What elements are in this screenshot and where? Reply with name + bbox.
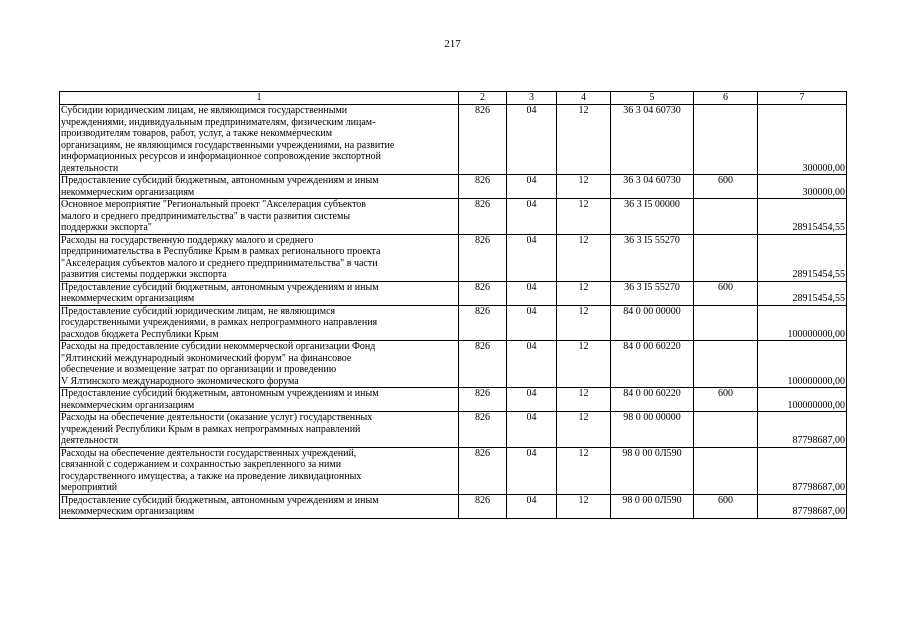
amount: 28915454,55 — [758, 234, 847, 281]
page-number: 217 — [444, 38, 461, 50]
description-line: некоммерческим организациям — [61, 399, 195, 411]
code-pr: 12 — [557, 494, 611, 518]
description-line: государственного имущества, а также на проведение ликвидационных — [61, 470, 362, 482]
table-row — [60, 447, 847, 494]
column-header: 6 — [694, 92, 758, 105]
code-pr: 12 — [557, 175, 611, 199]
code-pr: 12 — [557, 234, 611, 281]
description-line: малого и среднего предпринимательства" в части развития системы — [61, 210, 351, 222]
code-vr — [694, 447, 758, 494]
description-line: поддержки экспорта" — [61, 222, 152, 233]
code-vr — [694, 105, 758, 175]
code-pr: 12 — [557, 388, 611, 412]
description-line: V Ялтинского международного экономического форума — [61, 375, 299, 387]
code-rz: 04 — [507, 281, 557, 305]
description-line: Расходы на обеспечение деятельности государственных учреждений, — [61, 447, 357, 459]
code-gr: 826 — [459, 175, 507, 199]
table-row — [60, 305, 847, 341]
description-line: Предоставление субсидий бюджетным, автономным учреждениям и иным — [61, 388, 379, 399]
code-csr: 36 3 I5 00000 — [611, 199, 694, 235]
amount: 100000000,00 — [758, 305, 847, 341]
code-csr: 84 0 00 00000 — [611, 305, 694, 341]
table-row — [60, 234, 847, 281]
code-vr — [694, 305, 758, 341]
code-csr: 36 3 I5 55270 — [611, 281, 694, 305]
description-line: деятельности — [61, 435, 119, 446]
code-rz: 04 — [507, 305, 557, 341]
description-line: расходов бюджета Республики Крым — [61, 328, 219, 340]
code-csr: 84 0 00 60220 — [611, 341, 694, 388]
amount: 28915454,55 — [758, 199, 847, 235]
code-pr: 12 — [557, 281, 611, 305]
code-vr — [694, 199, 758, 235]
code-pr: 12 — [557, 199, 611, 235]
row-description — [60, 412, 459, 448]
code-pr: 12 — [557, 305, 611, 341]
description-line: организациям, не являющимся государственными учреждениями, на развитие — [61, 139, 395, 151]
code-rz: 04 — [507, 175, 557, 199]
code-gr: 826 — [459, 234, 507, 281]
description-line: Предоставление субсидий бюджетным, автономным учреждениям и иным — [61, 494, 379, 506]
column-header: 2 — [459, 92, 507, 105]
code-gr: 826 — [459, 388, 507, 412]
description-line: некоммерческим организациям — [61, 186, 195, 198]
description-line: Расходы на предоставление субсидии некоммерческой организации Фонд — [61, 341, 376, 352]
code-vr: 600 — [694, 281, 758, 305]
column-header: 7 — [758, 92, 847, 105]
description-line: деятельности — [61, 162, 119, 174]
row-description — [60, 281, 459, 305]
code-vr — [694, 412, 758, 448]
description-line: предпринимательства в Республике Крым в рамках регионального проекта — [61, 246, 381, 257]
code-vr: 600 — [694, 494, 758, 518]
description-line: учреждениями, индивидуальным предпринимателям, физическим лицам- — [61, 116, 376, 128]
column-header: 1 — [60, 92, 459, 105]
description-line: Субсидии юридическим лицам, не являющимся государственными — [61, 105, 348, 116]
code-csr: 36 3 04 60730 — [611, 105, 694, 175]
description-line: "Ялтинский международный экономический форум" на финансовое — [61, 352, 352, 364]
amount: 100000000,00 — [758, 341, 847, 388]
code-csr: 36 3 I5 55270 — [611, 234, 694, 281]
code-csr: 98 0 00 0Л590 — [611, 447, 694, 494]
code-rz: 04 — [507, 105, 557, 175]
description-line: обеспечение и возмещение затрат по организации и проведению — [61, 364, 337, 375]
code-gr: 826 — [459, 341, 507, 388]
description-line: развития системы поддержки экспорта — [61, 269, 227, 280]
description-line: Расходы на обеспечение деятельности (оказание услуг) государственных — [61, 412, 373, 423]
description-line: некоммерческим организациям — [61, 293, 195, 304]
table-row — [60, 175, 847, 199]
row-description — [60, 305, 459, 341]
amount: 300000,00 — [758, 175, 847, 199]
row-description — [60, 447, 459, 494]
code-gr: 826 — [459, 305, 507, 341]
code-gr: 826 — [459, 199, 507, 235]
description-line: информационных ресурсов и информационное сопровождение экспортной — [61, 151, 381, 162]
table-row — [60, 105, 847, 175]
code-pr: 12 — [557, 341, 611, 388]
code-gr: 826 — [459, 412, 507, 448]
code-csr: 84 0 00 60220 — [611, 388, 694, 412]
description-line: Предоставление субсидий бюджетным, автономным учреждениям и иным — [61, 175, 379, 186]
code-gr: 826 — [459, 494, 507, 518]
row-description — [60, 388, 459, 412]
table-row — [60, 412, 847, 448]
code-vr: 600 — [694, 388, 758, 412]
amount: 87798687,00 — [758, 494, 847, 518]
amount: 28915454,55 — [758, 281, 847, 305]
description-line: Предоставление субсидий юридическим лицам, не являющимся — [61, 305, 336, 317]
code-rz: 04 — [507, 447, 557, 494]
code-rz: 04 — [507, 388, 557, 412]
row-description — [60, 199, 459, 235]
header-row — [60, 92, 847, 105]
description-line: государственными учреждениями, в рамках непрограммного направления — [61, 317, 378, 328]
description-line: Расходы на государственную поддержку малого и среднего — [61, 234, 314, 246]
description-line: "Акселерация субъектов малого и среднего предпринимательства" в части — [61, 257, 378, 269]
description-line: связанной с содержанием и сохранностью закрепленного за ними — [61, 459, 342, 470]
table-row — [60, 494, 847, 518]
code-csr: 36 3 04 60730 — [611, 175, 694, 199]
column-header: 5 — [611, 92, 694, 105]
code-csr: 98 0 00 0Л590 — [611, 494, 694, 518]
code-pr: 12 — [557, 105, 611, 175]
code-vr: 600 — [694, 175, 758, 199]
description-line: некоммерческим организациям — [61, 506, 195, 517]
code-rz: 04 — [507, 199, 557, 235]
code-pr: 12 — [557, 447, 611, 494]
amount: 100000000,00 — [758, 388, 847, 412]
code-pr: 12 — [557, 412, 611, 448]
amount: 300000,00 — [758, 105, 847, 175]
row-description — [60, 234, 459, 281]
code-rz: 04 — [507, 412, 557, 448]
table-row — [60, 199, 847, 235]
description-line: учреждений Республики Крым в рамках непрограммных направлений — [61, 423, 361, 435]
amount: 87798687,00 — [758, 412, 847, 448]
description-line: мероприятий — [61, 482, 118, 493]
row-description — [60, 105, 459, 175]
code-rz: 04 — [507, 234, 557, 281]
row-description — [60, 175, 459, 199]
description-line: Предоставление субсидий бюджетным, автономным учреждениям и иным — [61, 281, 379, 293]
code-gr: 826 — [459, 281, 507, 305]
code-gr: 826 — [459, 447, 507, 494]
table-body — [60, 92, 847, 519]
budget-table — [59, 91, 847, 519]
code-rz: 04 — [507, 494, 557, 518]
table-row — [60, 341, 847, 388]
code-rz: 04 — [507, 341, 557, 388]
table-row — [60, 388, 847, 412]
table-row — [60, 281, 847, 305]
code-vr — [694, 234, 758, 281]
description-line: производителям товаров, работ, услуг, а также некоммерческим — [61, 128, 333, 139]
code-gr: 826 — [459, 105, 507, 175]
row-description — [60, 494, 459, 518]
description-line: Основное мероприятие "Региональный проект "Акселерация субъектов — [61, 199, 367, 210]
code-vr — [694, 341, 758, 388]
row-description — [60, 341, 459, 388]
column-header: 4 — [557, 92, 611, 105]
code-csr: 98 0 00 00000 — [611, 412, 694, 448]
amount: 87798687,00 — [758, 447, 847, 494]
column-header: 3 — [507, 92, 557, 105]
